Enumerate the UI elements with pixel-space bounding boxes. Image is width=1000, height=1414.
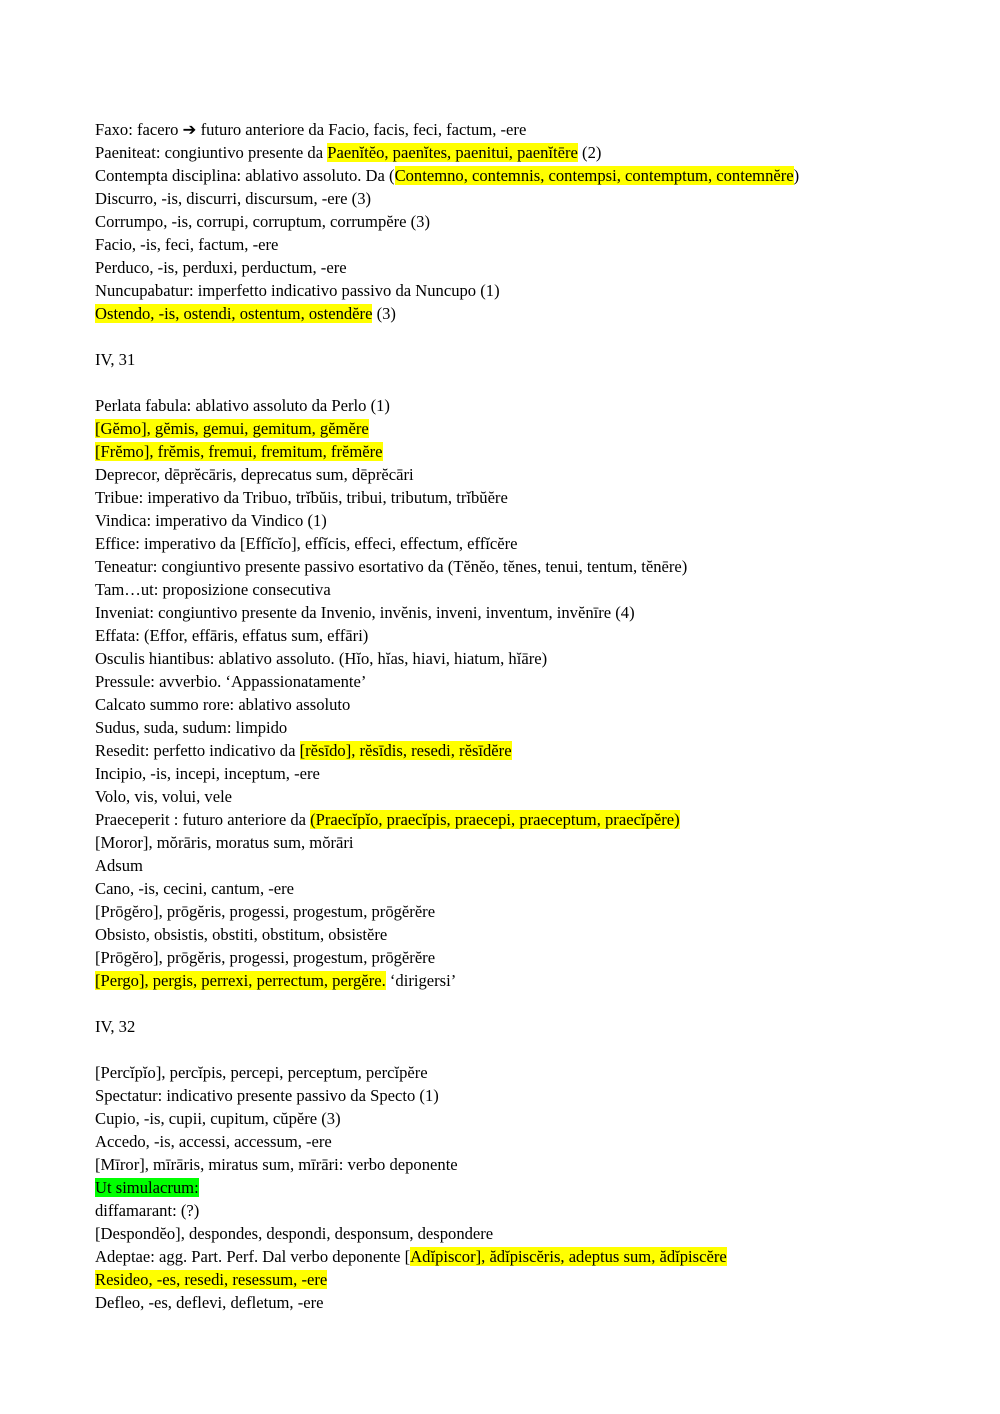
highlighted-text: [Frĕmo], frĕmis, fremui, fremitum, frĕmĕre <box>95 442 383 461</box>
text-segment: ‘dirigersi’ <box>385 971 457 990</box>
highlighted-text: (Praecĭpĭo, praecĭpis, praecepi, praeceptum, praecĭpĕre) <box>310 810 680 829</box>
text-line <box>95 785 975 808</box>
text-segment: (3) <box>372 304 396 323</box>
text-segment: Perduco, -is, perduxi, perductum, -ere <box>95 258 347 277</box>
text-segment: [Prōgĕro], prōgĕris, progessi, progestum, prōgĕrĕre <box>95 902 436 921</box>
text-segment: Deprecor, dēprĕcāris, deprecatus sum, dēprĕcāri <box>95 465 414 484</box>
text-line <box>95 647 975 670</box>
text-line <box>95 1222 975 1245</box>
text-segment: Discurro, -is, discurri, discursum, -ere (3) <box>95 189 372 208</box>
text-line <box>95 1268 975 1291</box>
text-line <box>95 1291 975 1314</box>
text-line <box>95 578 975 601</box>
text-line <box>95 693 975 716</box>
highlighted-text: Adĭpiscor], ădĭpiscĕris, adeptus sum, ădĭpiscĕre <box>410 1247 727 1266</box>
text-line <box>95 463 975 486</box>
text-line <box>95 854 975 877</box>
text-segment: Resedit: perfetto indicativo da <box>95 741 300 760</box>
text-line <box>95 624 975 647</box>
text-segment: Cupio, -is, cupii, cupitum, cŭpĕre (3) <box>95 1109 341 1128</box>
highlighted-text: Contemno, contemnis, contempsi, contemptum, contemnĕre <box>394 166 794 185</box>
highlighted-text: [Gĕmo], gĕmis, gemui, gemitum, gĕmĕre <box>95 419 369 438</box>
text-line <box>95 1245 975 1268</box>
text-line <box>95 532 975 555</box>
text-segment: Tam…ut: proposizione consecutiva <box>95 580 331 599</box>
blank-line <box>95 1038 975 1061</box>
text-line <box>95 486 975 509</box>
highlighted-text: Ostendo, -is, ostendi, ostentum, ostendĕre <box>95 304 373 323</box>
text-line <box>95 440 975 463</box>
text-segment: Teneatur: congiuntivo presente passivo esortativo da (Tĕnĕo, tĕnes, tenui, tentum, tĕnēre) <box>95 557 688 576</box>
text-segment: Volo, vis, volui, vele <box>95 787 233 806</box>
text-segment: ) <box>793 166 800 185</box>
text-segment: Effata: (Effor, effāris, effatus sum, effāri) <box>95 626 369 645</box>
text-segment: Incipio, -is, incepi, inceptum, -ere <box>95 764 320 783</box>
text-segment: Effice: imperativo da [Effĭcĭo], effĭcis, effeci, effectum, effĭcĕre <box>95 534 518 553</box>
text-line <box>95 555 975 578</box>
text-segment: Cano, -is, cecini, cantum, -ere <box>95 879 295 898</box>
text-line <box>95 1176 975 1199</box>
highlighted-text: Ut simulacrum: <box>95 1178 199 1197</box>
text-line <box>95 279 975 302</box>
text-segment: Osculis hiantibus: ablativo assoluto. (Hĭo, hĭas, hiavi, hiatum, hĭāre) <box>95 649 548 668</box>
blank-line <box>95 992 975 1015</box>
text-line <box>95 417 975 440</box>
document-body <box>95 118 975 1314</box>
text-segment: Vindica: imperativo da Vindico (1) <box>95 511 327 530</box>
text-line <box>95 831 975 854</box>
text-line <box>95 1015 975 1038</box>
text-segment: (2) <box>577 143 602 162</box>
text-segment: [Moror], mŏrāris, moratus sum, mŏrāri <box>95 833 354 852</box>
text-line <box>95 739 975 762</box>
blank-line <box>95 371 975 394</box>
text-segment: Facio, -is, feci, factum, -ere <box>95 235 279 254</box>
text-line <box>95 509 975 532</box>
text-line <box>95 923 975 946</box>
text-line <box>95 900 975 923</box>
text-segment: [Despondĕo], despondes, despondi, desponsum, despondere <box>95 1224 494 1243</box>
text-line <box>95 187 975 210</box>
text-line <box>95 1153 975 1176</box>
text-segment: Tribue: imperativo da Tribuo, trĭbŭis, tribui, tributum, trĭbŭĕre <box>95 488 508 507</box>
text-line <box>95 1130 975 1153</box>
highlighted-text: Paenĭtĕo, paenĭtes, paenitui, paenĭtēre <box>327 143 578 162</box>
text-segment: Defleo, -es, deflevi, defletum, -ere <box>95 1293 324 1312</box>
text-segment: Perlata fabula: ablativo assoluto da Perlo (1) <box>95 396 390 415</box>
text-segment: IV, 31 <box>95 350 136 369</box>
text-segment: diffamarant: (?) <box>95 1201 200 1220</box>
highlighted-text: [Pergo], pergis, perrexi, perrectum, pergĕre. <box>95 971 386 990</box>
text-line <box>95 946 975 969</box>
text-segment: Praeceperit : futuro anteriore da <box>95 810 311 829</box>
text-segment: Accedo, -is, accessi, accessum, -ere <box>95 1132 332 1151</box>
text-line <box>95 233 975 256</box>
text-line <box>95 969 975 992</box>
text-segment: Calcato summo rore: ablativo assoluto <box>95 695 351 714</box>
text-segment: Nuncupabatur: imperfetto indicativo passivo da Nuncupo (1) <box>95 281 500 300</box>
text-line <box>95 118 975 141</box>
text-line <box>95 1084 975 1107</box>
text-line <box>95 164 975 187</box>
text-segment: Paeniteat: congiuntivo presente da <box>95 143 328 162</box>
text-segment: Pressule: avverbio. ‘Appassionatamente’ <box>95 672 367 691</box>
text-line <box>95 808 975 831</box>
text-line <box>95 1199 975 1222</box>
text-line <box>95 210 975 233</box>
text-line <box>95 1107 975 1130</box>
text-segment: Inveniat: congiuntivo presente da Invenio, invĕnis, inveni, inventum, invĕnīre (4) <box>95 603 635 622</box>
text-line <box>95 762 975 785</box>
text-line <box>95 601 975 624</box>
text-segment: Corrumpo, -is, corrupi, corruptum, corrumpĕre (3) <box>95 212 431 231</box>
text-segment: Adeptae: agg. Part. Perf. Dal verbo deponente [ <box>95 1247 411 1266</box>
text-segment: Obsisto, obsistis, obstiti, obstitum, obsistĕre <box>95 925 388 944</box>
highlighted-text: Resideo, -es, resedi, resessum, -ere <box>95 1270 328 1289</box>
text-segment: Spectatur: indicativo presente passivo da Specto (1) <box>95 1086 439 1105</box>
text-line <box>95 877 975 900</box>
text-line <box>95 394 975 417</box>
text-segment: Adsum <box>95 856 143 875</box>
text-segment: Sudus, suda, sudum: limpido <box>95 718 288 737</box>
text-line <box>95 1061 975 1084</box>
text-segment: Faxo: facero ➔ futuro anteriore da Facio, facis, feci, factum, -ere <box>95 120 527 139</box>
text-line <box>95 141 975 164</box>
text-segment: [Prōgĕro], prōgĕris, progessi, progestum, prōgĕrĕre <box>95 948 436 967</box>
text-segment: Contempta disciplina: ablativo assoluto. Da ( <box>95 166 395 185</box>
text-segment: [Percĭpĭo], percĭpis, percepi, perceptum, percĭpĕre <box>95 1063 428 1082</box>
blank-line <box>95 325 975 348</box>
text-line <box>95 348 975 371</box>
text-line <box>95 670 975 693</box>
text-line <box>95 302 975 325</box>
text-segment: [Mīror], mīrāris, miratus sum, mīrāri: verbo deponente <box>95 1155 458 1174</box>
text-segment: IV, 32 <box>95 1017 136 1036</box>
highlighted-text: [rĕsīdo], rĕsīdis, resedi, rĕsīdĕre <box>299 741 512 760</box>
text-line <box>95 256 975 279</box>
text-line <box>95 716 975 739</box>
